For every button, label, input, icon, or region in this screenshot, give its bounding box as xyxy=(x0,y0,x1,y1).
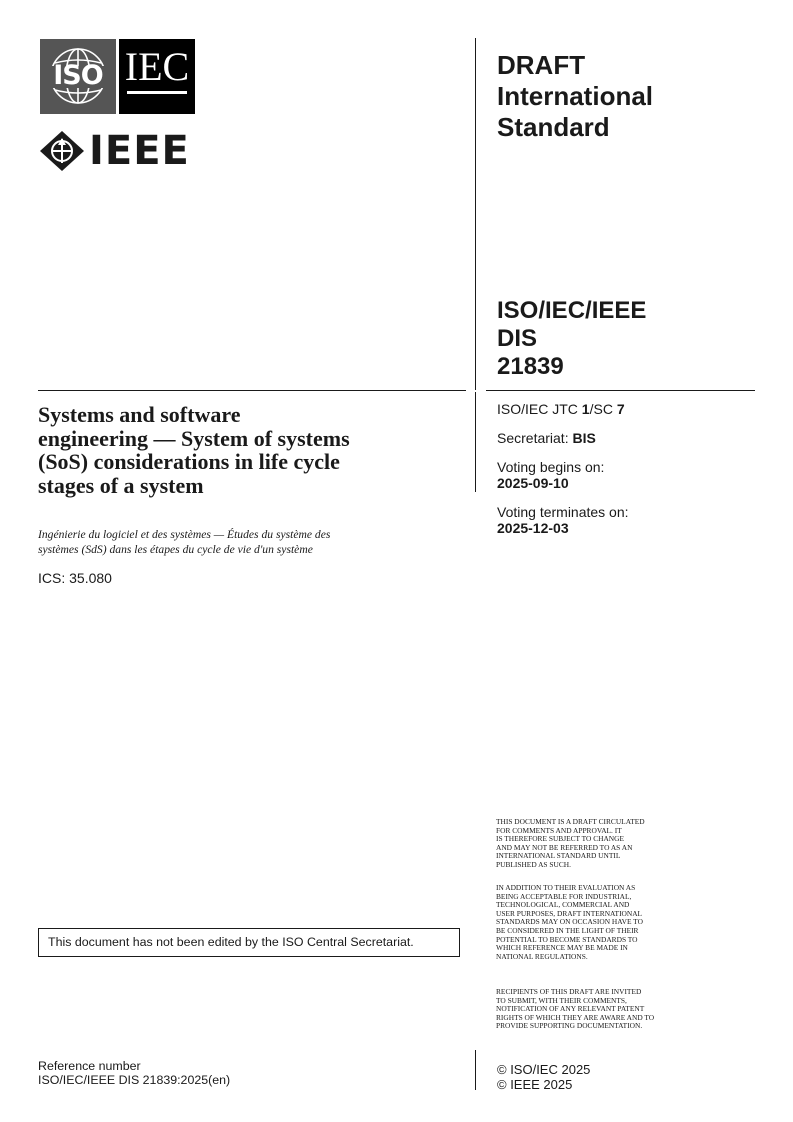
notice-line: RIGHTS OF WHICH THEY ARE AWARE AND TO xyxy=(496,1012,655,1022)
ieee-logo xyxy=(38,129,190,173)
notice-line: RECIPIENTS OF THIS DRAFT ARE INVITED xyxy=(496,987,642,996)
reference-number: ISO/IEC/IEEE DIS 21839:2025(en) xyxy=(38,1073,231,1087)
notice-line: WHICH REFERENCE MAY BE MADE IN xyxy=(496,943,628,953)
copyright-iso-iec: © ISO/IEC 2025 xyxy=(497,1062,591,1077)
notice-line: IN ADDITION TO THEIR EVALUATION AS xyxy=(496,883,636,892)
secretariat-label: Secretariat: xyxy=(497,430,573,446)
ics-code: ICS: 35.080 xyxy=(38,570,112,586)
iso-logo xyxy=(40,39,116,114)
document-type-line: International xyxy=(497,81,654,111)
column-divider-bottom xyxy=(475,1050,476,1090)
edit-notice-text: This document has not been edited by the ISO Central Secretariat. xyxy=(48,935,414,949)
voting-terminates-value: 2025-12-03 xyxy=(497,520,569,536)
notice-line: BEING ACCEPTABLE FOR INDUSTRIAL, xyxy=(496,891,632,901)
standard-number-line: ISO/IEC/IEEE xyxy=(497,297,647,324)
column-divider-top xyxy=(475,38,476,390)
notice-line: PROVIDE SUPPORTING DOCUMENTATION. xyxy=(496,1021,643,1031)
notice-line: AND MAY NOT BE REFERRED TO AS AN xyxy=(496,842,633,852)
title-line: Systems and software xyxy=(38,402,241,427)
notice-line: USER PURPOSES, DRAFT INTERNATIONAL xyxy=(496,908,643,918)
horizontal-rule-left xyxy=(38,390,466,391)
voting-begins-label: Voting begins on: xyxy=(497,459,605,475)
notice-line: NOTIFICATION OF ANY RELEVANT PATENT xyxy=(496,1004,645,1014)
evaluation-notice xyxy=(496,884,711,961)
committee-sc-number: 7 xyxy=(616,401,625,417)
voting-terminates xyxy=(497,504,629,536)
document-type-line: DRAFT xyxy=(497,50,586,80)
iec-logo-bar xyxy=(127,91,187,94)
title-line: engineering — System of systems xyxy=(38,425,350,451)
notice-line: BE CONSIDERED IN THE LIGHT OF THEIR xyxy=(496,925,639,935)
document-title xyxy=(38,403,458,497)
french-title xyxy=(38,527,458,557)
committee-jtc-number: 1 xyxy=(581,401,590,417)
document-type-line: Standard xyxy=(497,112,610,142)
standard-number-line: 21839 xyxy=(497,353,564,380)
ieee-diamond-icon xyxy=(38,129,86,173)
secretariat-line xyxy=(497,430,596,446)
patent-notice xyxy=(496,988,711,1031)
french-title-line: Ingénierie du logiciel et des systèmes — Études du système des xyxy=(38,528,331,541)
document-type xyxy=(497,50,747,143)
committee-sc-label: /SC xyxy=(589,401,617,417)
iso-logo-text: ISO xyxy=(53,60,103,91)
notice-line: TECHNOLOGICAL, COMMERCIAL AND xyxy=(496,900,630,910)
french-title-line: systèmes (SdS) dans les étapes du cycle de vie d'un système xyxy=(38,543,313,556)
committee-line xyxy=(497,401,625,417)
draft-notice xyxy=(496,818,711,870)
notice-line: PUBLISHED AS SUCH. xyxy=(496,859,571,869)
voting-begins-date xyxy=(497,475,604,491)
reference-label: Reference number xyxy=(38,1059,141,1073)
title-line: (SoS) considerations in life cycle xyxy=(38,449,340,474)
secretariat-value: BIS xyxy=(572,430,596,446)
notice-line: TO SUBMIT, WITH THEIR COMMENTS, xyxy=(496,995,627,1005)
horizontal-rule-right xyxy=(486,390,755,391)
iec-logo xyxy=(119,39,195,114)
standard-number-line: DIS xyxy=(497,325,538,352)
committee-prefix: ISO/IEC JTC xyxy=(497,401,582,417)
voting-terminates-label: Voting terminates on: xyxy=(497,504,629,520)
notice-line: STANDARDS MAY ON OCCASION HAVE TO xyxy=(496,917,643,927)
column-divider-middle xyxy=(475,392,476,492)
notice-line: THIS DOCUMENT IS A DRAFT CIRCULATED xyxy=(496,817,645,826)
notice-line: INTERNATIONAL STANDARD UNTIL xyxy=(496,851,621,861)
ieee-logo-text: IEEE xyxy=(89,128,190,174)
standard-number xyxy=(497,297,747,381)
notice-line: NATIONAL REGULATIONS. xyxy=(496,951,588,961)
voting-begins xyxy=(497,459,604,491)
iec-logo-text: IEC xyxy=(124,44,190,89)
edit-notice-box xyxy=(38,928,460,957)
notice-line: FOR COMMENTS AND APPROVAL. IT xyxy=(496,825,622,835)
title-line: stages of a system xyxy=(38,472,204,498)
notice-line: IS THEREFORE SUBJECT TO CHANGE xyxy=(496,834,624,844)
notice-line: POTENTIAL TO BECOME STANDARDS TO xyxy=(496,934,638,944)
copyright-ieee: © IEEE 2025 xyxy=(497,1077,573,1092)
voting-terminates-date xyxy=(497,520,629,536)
voting-begins-value: 2025-09-10 xyxy=(497,475,569,491)
